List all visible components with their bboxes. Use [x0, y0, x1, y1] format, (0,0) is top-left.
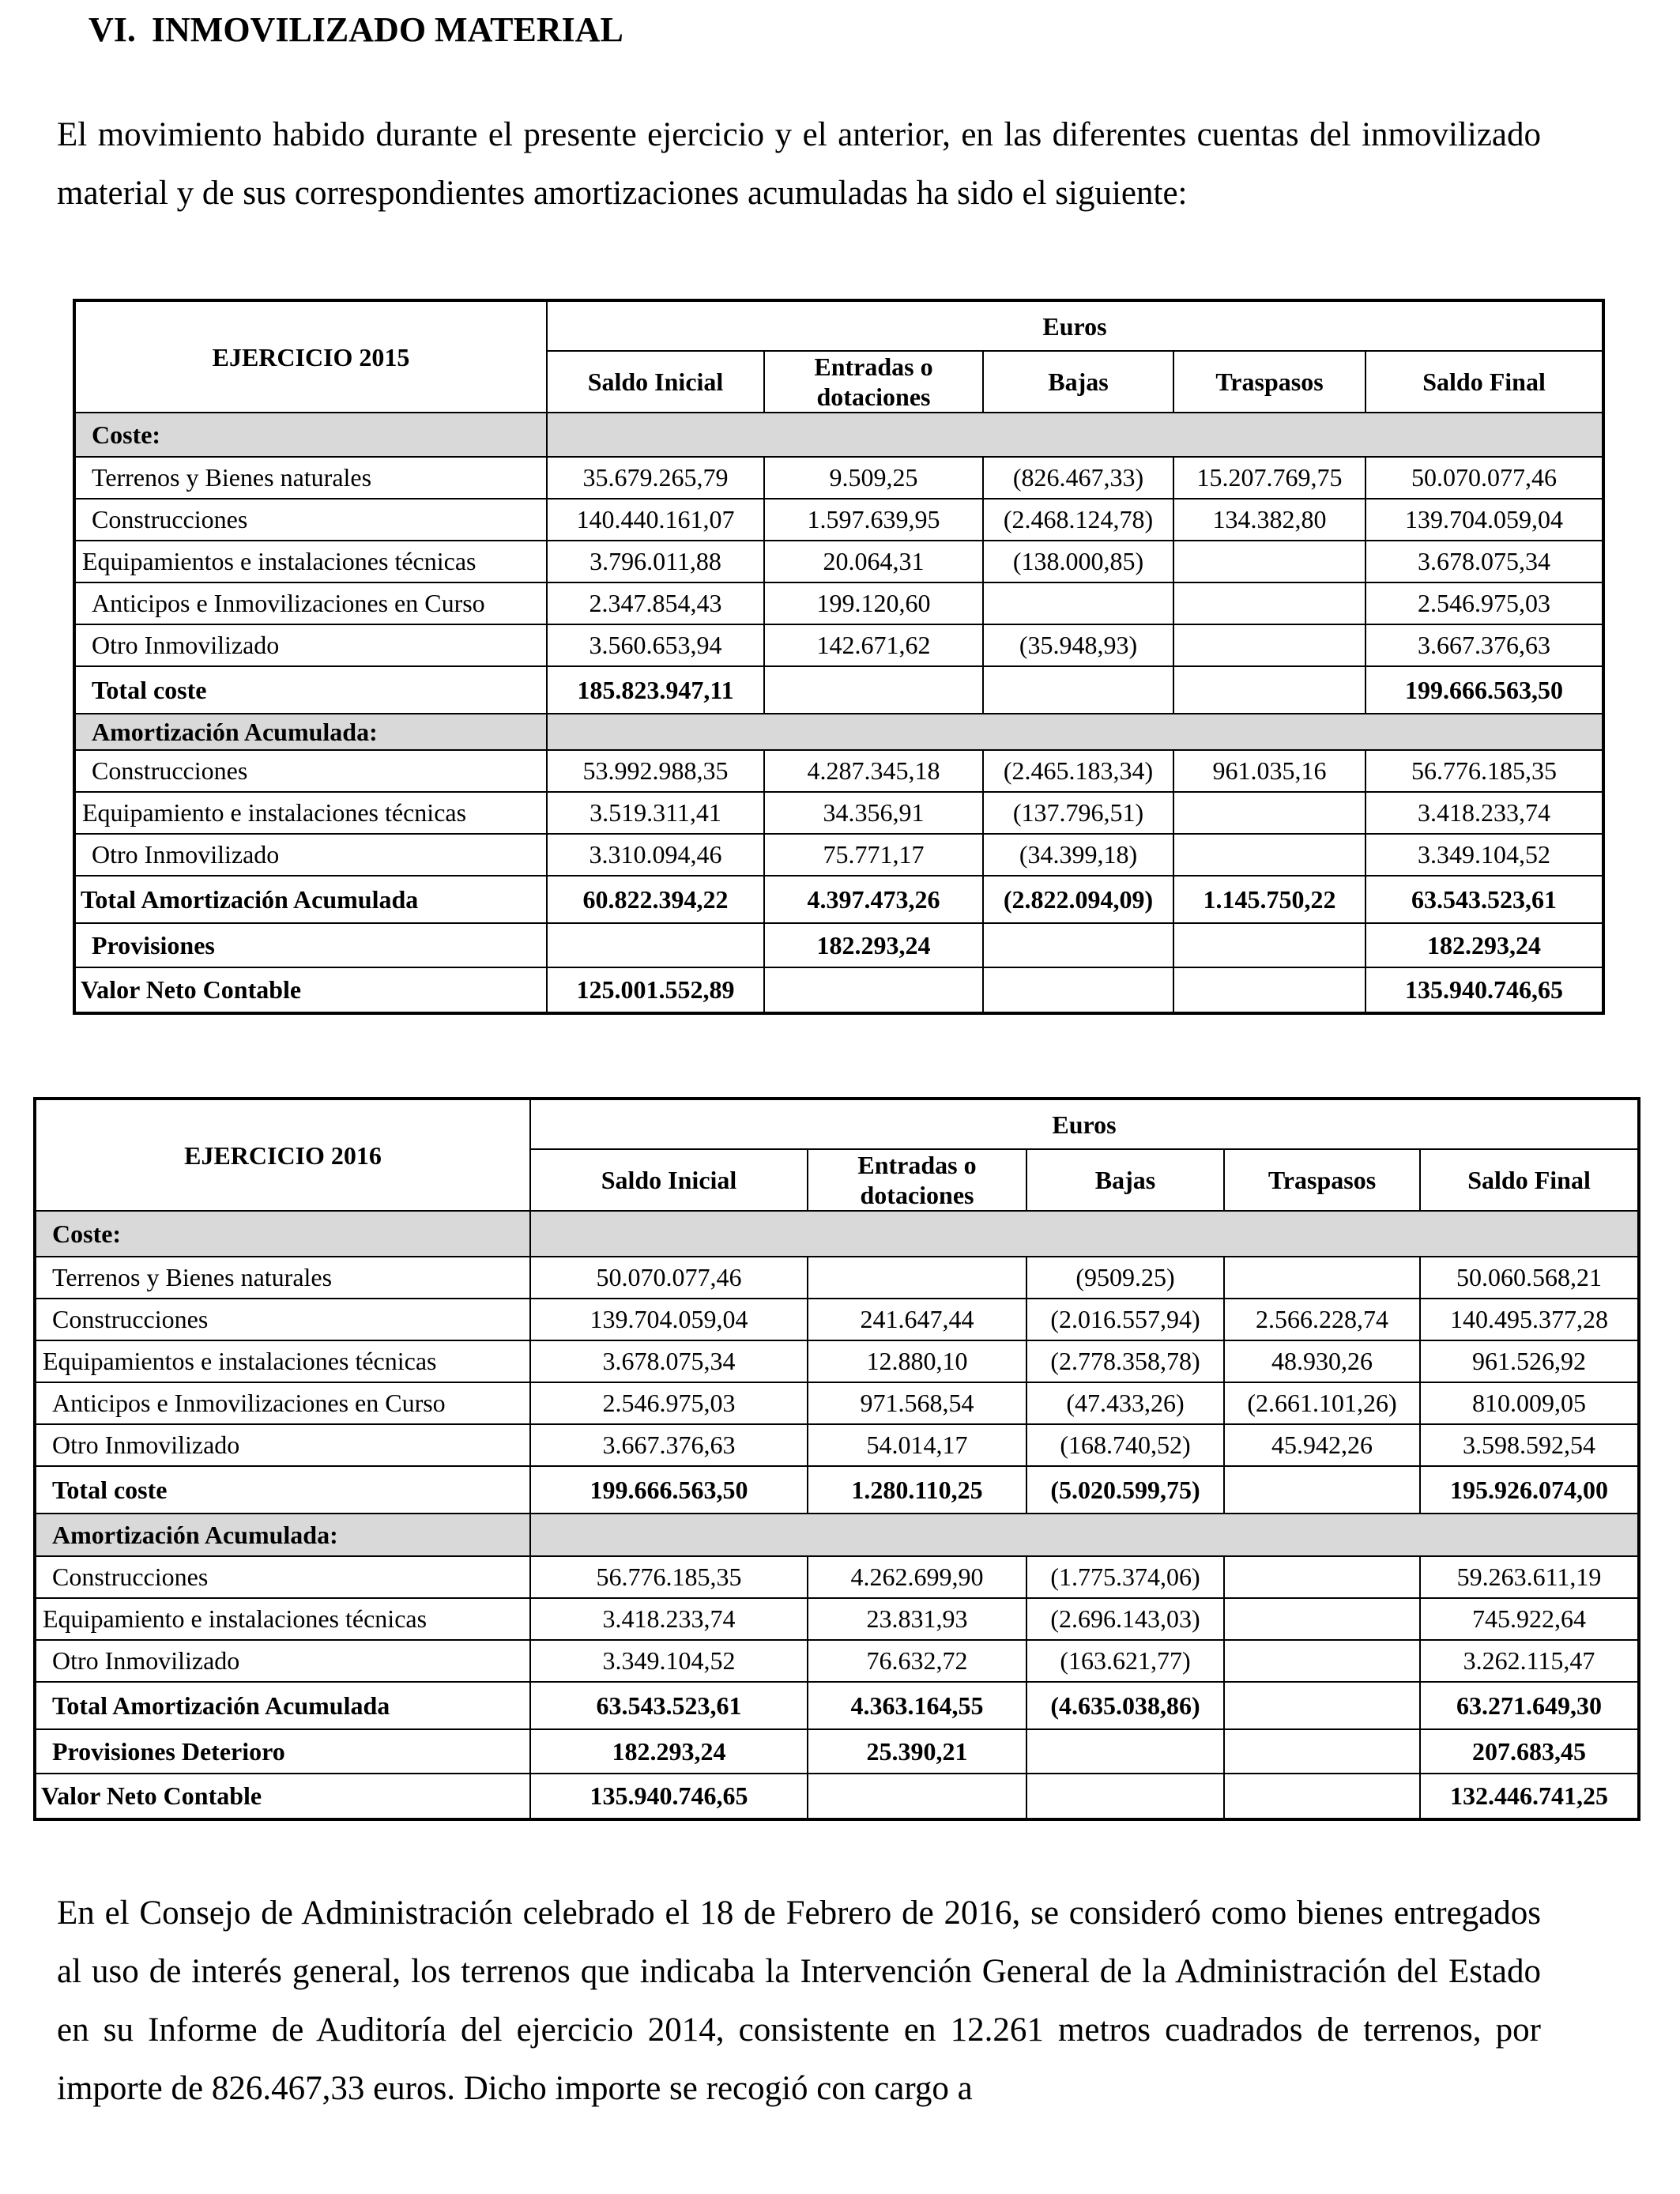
header-row — [74, 300, 1603, 351]
col-traspasos: Traspasos — [1224, 1149, 1420, 1211]
value-cell: 199.120,60 — [764, 582, 983, 624]
table-row — [74, 541, 1603, 582]
value-cell: 3.560.653,94 — [547, 624, 764, 666]
intro-paragraph: El movimiento habido durante el presente ejercicio y el anterior, en las diferentes cuentas del inmovilizado material y de sus correspondientes amortizaciones acumuladas ha sido el siguiente: — [57, 116, 1541, 212]
value-cell: 50.070.077,46 — [530, 1257, 808, 1299]
row-label: Terrenos y Bienes naturales — [35, 1257, 530, 1299]
value-cell: 20.064,31 — [764, 541, 983, 582]
value-cell — [1173, 582, 1365, 624]
value-cell: (2.778.358,78) — [1026, 1340, 1224, 1382]
value-cell: 4.363.164,55 — [808, 1682, 1026, 1729]
value-cell — [808, 1257, 1026, 1299]
value-cell: 1.145.750,22 — [1173, 876, 1365, 923]
row-label: Valor Neto Contable — [35, 1774, 530, 1819]
valor-neto-contable-row — [74, 967, 1603, 1013]
value-cell: 15.207.769,75 — [1173, 457, 1365, 499]
table-row — [35, 1556, 1639, 1598]
table-row — [74, 792, 1603, 834]
value-cell: (168.740,52) — [1026, 1424, 1224, 1466]
value-cell: 45.942,26 — [1224, 1424, 1420, 1466]
section-fill — [547, 714, 1603, 750]
section-coste — [74, 413, 1603, 457]
value-cell: 53.992.988,35 — [547, 750, 764, 792]
row-label: Construcciones — [35, 1299, 530, 1340]
row-label: Anticipos e Inmovilizaciones en Curso — [35, 1382, 530, 1424]
section-fill — [547, 413, 1603, 457]
row-label: Otro Inmovilizado — [74, 834, 547, 876]
value-cell: 4.287.345,18 — [764, 750, 983, 792]
value-cell: 185.823.947,11 — [547, 666, 764, 714]
value-cell: (47.433,26) — [1026, 1382, 1224, 1424]
value-cell: 182.293,24 — [1365, 923, 1603, 967]
row-label: Construcciones — [74, 750, 547, 792]
value-cell: 2.546.975,03 — [1365, 582, 1603, 624]
value-cell: (2.468.124,78) — [983, 499, 1173, 541]
value-cell: 3.418.233,74 — [530, 1598, 808, 1640]
row-label: Provisiones Deterioro — [35, 1729, 530, 1774]
table-ejercicio-2016 — [33, 1097, 1640, 1821]
row-label: Otro Inmovilizado — [35, 1424, 530, 1466]
row-label: Total Amortización Acumulada — [35, 1682, 530, 1729]
value-cell: (826.467,33) — [983, 457, 1173, 499]
row-label: Equipamiento e instalaciones técnicas — [35, 1598, 530, 1640]
value-cell — [1173, 967, 1365, 1013]
table-row — [35, 1299, 1639, 1340]
table-row — [74, 499, 1603, 541]
section-label: Coste: — [74, 413, 547, 457]
value-cell: 4.397.473,26 — [764, 876, 983, 923]
value-cell — [983, 666, 1173, 714]
section-label: Amortización Acumulada: — [74, 714, 547, 750]
value-cell: 2.546.975,03 — [530, 1382, 808, 1424]
section-title: INMOVILIZADO MATERIAL — [151, 10, 623, 49]
col-entradas-line-2: dotaciones — [860, 1181, 974, 1209]
value-cell: 3.796.011,88 — [547, 541, 764, 582]
value-cell — [1224, 1729, 1420, 1774]
section-heading — [89, 8, 623, 52]
section-fill — [530, 1514, 1639, 1556]
section-amortizacion — [35, 1514, 1639, 1556]
value-cell: 140.495.377,28 — [1420, 1299, 1639, 1340]
value-cell — [1173, 624, 1365, 666]
table-row — [74, 624, 1603, 666]
closing-paragraph: En el Consejo de Administración celebrado el 18 de Febrero de 2016, se consideró como bienes entregados al uso de interés general, los terrenos que indicaba la Intervención General de la Administración del Estado en su Informe de Auditoría del ejercicio 2014, consistente en 12.261 metros cuadrados de terrenos, por importe de 826.467,33 euros. Dicho importe se recogió con cargo a — [57, 1894, 1541, 2107]
value-cell: 135.940.746,65 — [1365, 967, 1603, 1013]
value-cell — [547, 923, 764, 967]
value-cell: 207.683,45 — [1420, 1729, 1639, 1774]
col-bajas: Bajas — [983, 351, 1173, 413]
col-entradas — [764, 351, 983, 413]
value-cell: 971.568,54 — [808, 1382, 1026, 1424]
value-cell: 35.679.265,79 — [547, 457, 764, 499]
section-label: Amortización Acumulada: — [35, 1514, 530, 1556]
row-label: Terrenos y Bienes naturales — [74, 457, 547, 499]
value-cell — [1173, 541, 1365, 582]
table-row — [35, 1640, 1639, 1682]
value-cell — [1173, 792, 1365, 834]
header-row — [35, 1099, 1639, 1149]
value-cell: (34.399,18) — [983, 834, 1173, 876]
value-cell: 59.263.611,19 — [1420, 1556, 1639, 1598]
value-cell: (1.775.374,06) — [1026, 1556, 1224, 1598]
value-cell — [1026, 1774, 1224, 1819]
row-label: Equipamiento e instalaciones técnicas — [74, 792, 547, 834]
row-label: Total coste — [35, 1466, 530, 1514]
row-label: Total Amortización Acumulada — [74, 876, 547, 923]
value-cell — [1224, 1682, 1420, 1729]
value-cell: 3.418.233,74 — [1365, 792, 1603, 834]
value-cell: 199.666.563,50 — [530, 1466, 808, 1514]
value-cell: (138.000,85) — [983, 541, 1173, 582]
value-cell: (5.020.599,75) — [1026, 1466, 1224, 1514]
value-cell: (2.465.183,34) — [983, 750, 1173, 792]
value-cell: 2.347.854,43 — [547, 582, 764, 624]
value-cell: 199.666.563,50 — [1365, 666, 1603, 714]
col-saldo-inicial: Saldo Inicial — [530, 1149, 808, 1211]
currency-group-header: Euros — [530, 1099, 1639, 1149]
value-cell — [983, 923, 1173, 967]
value-cell: 56.776.185,35 — [530, 1556, 808, 1598]
row-label: Otro Inmovilizado — [35, 1640, 530, 1682]
row-label: Otro Inmovilizado — [74, 624, 547, 666]
currency-group-header: Euros — [547, 300, 1603, 351]
col-entradas-line-1: Entradas o — [857, 1151, 977, 1179]
value-cell: (2.661.101,26) — [1224, 1382, 1420, 1424]
value-cell: 961.526,92 — [1420, 1340, 1639, 1382]
table-title: EJERCICIO 2015 — [74, 300, 547, 413]
value-cell: (137.796,51) — [983, 792, 1173, 834]
value-cell: 3.349.104,52 — [1365, 834, 1603, 876]
value-cell — [1224, 1556, 1420, 1598]
value-cell — [1173, 923, 1365, 967]
value-cell: 60.822.394,22 — [547, 876, 764, 923]
value-cell: 182.293,24 — [530, 1729, 808, 1774]
table-body — [35, 1099, 1639, 1819]
value-cell: 3.667.376,63 — [530, 1424, 808, 1466]
value-cell — [764, 666, 983, 714]
col-saldo-final: Saldo Final — [1420, 1149, 1639, 1211]
value-cell: 12.880,10 — [808, 1340, 1026, 1382]
value-cell: 63.543.523,61 — [530, 1682, 808, 1729]
table-row — [35, 1424, 1639, 1466]
value-cell — [1224, 1640, 1420, 1682]
provisiones-row — [35, 1729, 1639, 1774]
value-cell: 4.262.699,90 — [808, 1556, 1026, 1598]
value-cell: 961.035,16 — [1173, 750, 1365, 792]
col-entradas — [808, 1149, 1026, 1211]
value-cell: 9.509,25 — [764, 457, 983, 499]
value-cell — [983, 582, 1173, 624]
value-cell: 48.930,26 — [1224, 1340, 1420, 1382]
col-bajas: Bajas — [1026, 1149, 1224, 1211]
value-cell: (2.696.143,03) — [1026, 1598, 1224, 1640]
value-cell: 241.647,44 — [808, 1299, 1026, 1340]
value-cell: 1.597.639,95 — [764, 499, 983, 541]
total-amortizacion-row — [74, 876, 1603, 923]
value-cell: 3.678.075,34 — [1365, 541, 1603, 582]
value-cell: 63.271.649,30 — [1420, 1682, 1639, 1729]
value-cell: 195.926.074,00 — [1420, 1466, 1639, 1514]
value-cell: (2.822.094,09) — [983, 876, 1173, 923]
value-cell — [808, 1774, 1026, 1819]
col-saldo-final: Saldo Final — [1365, 351, 1603, 413]
value-cell: 3.262.115,47 — [1420, 1640, 1639, 1682]
value-cell: (4.635.038,86) — [1026, 1682, 1224, 1729]
col-saldo-inicial: Saldo Inicial — [547, 351, 764, 413]
value-cell: 50.070.077,46 — [1365, 457, 1603, 499]
value-cell: 142.671,62 — [764, 624, 983, 666]
value-cell: 75.771,17 — [764, 834, 983, 876]
table-row — [35, 1598, 1639, 1640]
col-entradas-line-2: dotaciones — [816, 383, 931, 411]
value-cell: 139.704.059,04 — [1365, 499, 1603, 541]
provisiones-row — [74, 923, 1603, 967]
section-amortizacion — [74, 714, 1603, 750]
value-cell: 3.349.104,52 — [530, 1640, 808, 1682]
value-cell: 3.667.376,63 — [1365, 624, 1603, 666]
row-label: Total coste — [74, 666, 547, 714]
row-label: Construcciones — [74, 499, 547, 541]
table-body — [74, 300, 1603, 1013]
row-label: Valor Neto Contable — [74, 967, 547, 1013]
value-cell: (163.621,77) — [1026, 1640, 1224, 1682]
valor-neto-contable-row — [35, 1774, 1639, 1819]
value-cell — [1173, 834, 1365, 876]
col-entradas-line-1: Entradas o — [814, 352, 933, 381]
value-cell: 745.922,64 — [1420, 1598, 1639, 1640]
total-coste-row — [74, 666, 1603, 714]
value-cell: 23.831,93 — [808, 1598, 1026, 1640]
value-cell: 139.704.059,04 — [530, 1299, 808, 1340]
value-cell: 135.940.746,65 — [530, 1774, 808, 1819]
value-cell: 125.001.552,89 — [547, 967, 764, 1013]
total-amortizacion-row — [35, 1682, 1639, 1729]
value-cell — [983, 967, 1173, 1013]
table-row — [35, 1340, 1639, 1382]
table-ejercicio-2015 — [73, 299, 1605, 1015]
value-cell — [1224, 1774, 1420, 1819]
value-cell: 3.519.311,41 — [547, 792, 764, 834]
table-row — [35, 1382, 1639, 1424]
row-label: Anticipos e Inmovilizaciones en Curso — [74, 582, 547, 624]
col-traspasos: Traspasos — [1173, 351, 1365, 413]
value-cell: 132.446.741,25 — [1420, 1774, 1639, 1819]
table-row — [35, 1257, 1639, 1299]
value-cell: 56.776.185,35 — [1365, 750, 1603, 792]
value-cell — [1173, 666, 1365, 714]
value-cell: 134.382,80 — [1173, 499, 1365, 541]
value-cell: 3.598.592,54 — [1420, 1424, 1639, 1466]
row-label: Construcciones — [35, 1556, 530, 1598]
value-cell: 3.678.075,34 — [530, 1340, 808, 1382]
value-cell: 76.632,72 — [808, 1640, 1026, 1682]
value-cell: 1.280.110,25 — [808, 1466, 1026, 1514]
value-cell — [1224, 1598, 1420, 1640]
value-cell — [1224, 1466, 1420, 1514]
value-cell: 140.440.161,07 — [547, 499, 764, 541]
value-cell: 63.543.523,61 — [1365, 876, 1603, 923]
total-coste-row — [35, 1466, 1639, 1514]
value-cell: 2.566.228,74 — [1224, 1299, 1420, 1340]
row-label: Provisiones — [74, 923, 547, 967]
value-cell: 25.390,21 — [808, 1729, 1026, 1774]
value-cell — [1224, 1257, 1420, 1299]
table-row — [74, 582, 1603, 624]
row-label: Equipamientos e instalaciones técnicas — [35, 1340, 530, 1382]
section-coste — [35, 1211, 1639, 1257]
value-cell: (9509.25) — [1026, 1257, 1224, 1299]
table-row — [74, 457, 1603, 499]
table-title: EJERCICIO 2016 — [35, 1099, 530, 1211]
value-cell: 182.293,24 — [764, 923, 983, 967]
value-cell: (35.948,93) — [983, 624, 1173, 666]
table-row — [74, 834, 1603, 876]
section-number: VI. — [89, 10, 136, 49]
value-cell — [764, 967, 983, 1013]
value-cell — [1026, 1729, 1224, 1774]
value-cell: 34.356,91 — [764, 792, 983, 834]
value-cell: 54.014,17 — [808, 1424, 1026, 1466]
section-fill — [530, 1211, 1639, 1257]
value-cell: 810.009,05 — [1420, 1382, 1639, 1424]
value-cell: 3.310.094,46 — [547, 834, 764, 876]
value-cell: (2.016.557,94) — [1026, 1299, 1224, 1340]
value-cell: 50.060.568,21 — [1420, 1257, 1639, 1299]
table-row — [74, 750, 1603, 792]
section-label: Coste: — [35, 1211, 530, 1257]
row-label: Equipamientos e instalaciones técnicas — [74, 541, 547, 582]
